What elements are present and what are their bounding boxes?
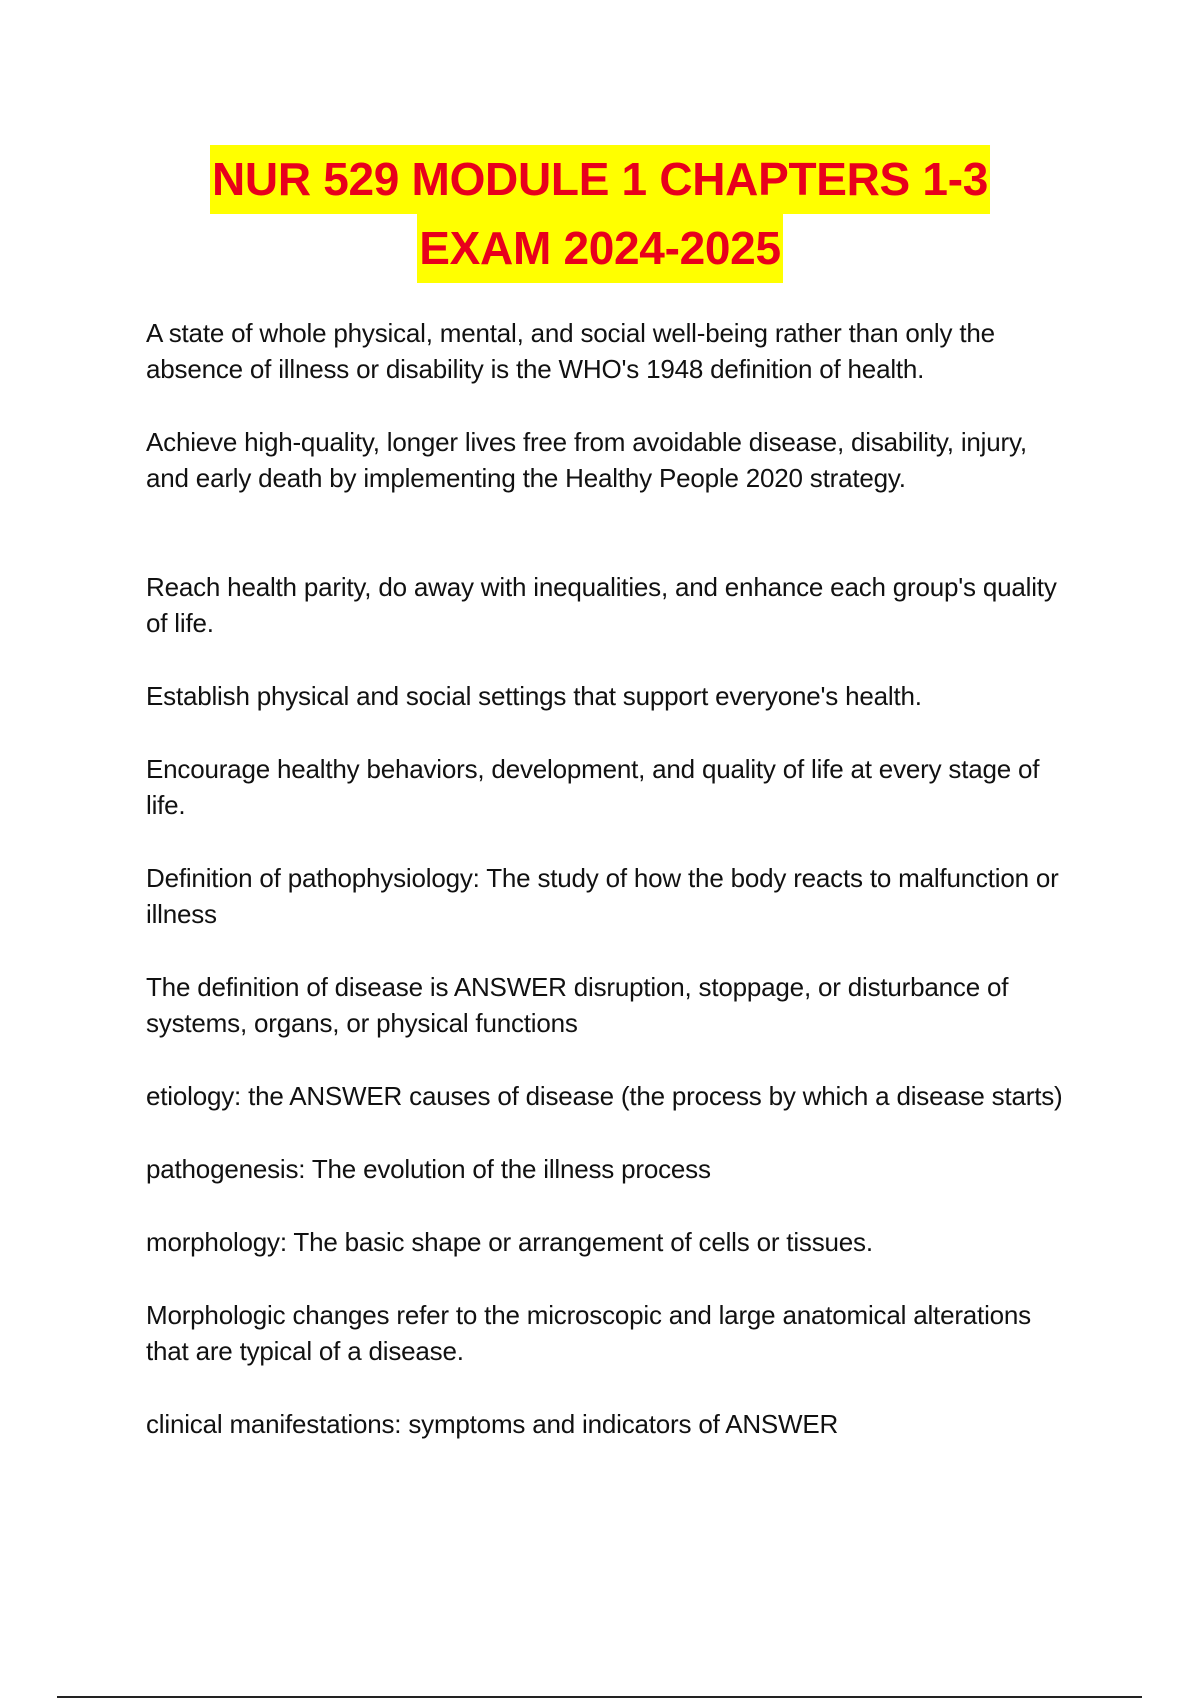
paragraph-disease: The definition of disease is ANSWER disruption, stoppage, or disturbance of systems, organs, or physical functions	[146, 972, 1009, 1038]
paragraph-healthy-behaviors: Encourage healthy behaviors, development, and quality of life at every stage of life.	[146, 754, 1040, 820]
paragraph-health-definition: A state of whole physical, mental, and social well-being rather than only the absence of illness or disability is the WHO's 1948 definition of health.	[146, 318, 995, 384]
title-line-2: EXAM 2024-2025	[417, 214, 782, 283]
document-body	[146, 315, 1076, 1479]
paragraph-healthy-people-goal: Achieve high-quality, longer lives free from avoidable disease, disability, injury, and early death by implementing the Healthy People 2020 strategy.	[146, 427, 1027, 493]
paragraph-health-parity: Reach health parity, do away with inequalities, and enhance each group's quality of life.	[146, 572, 1057, 638]
footer-divider	[57, 1696, 1142, 1698]
paragraph-pathophysiology: Definition of pathophysiology: The study of how the body reacts to malfunction or illness	[146, 863, 1059, 929]
paragraph-pathogenesis: pathogenesis: The evolution of the illness process	[146, 1154, 711, 1184]
paragraph-clinical-manifestations: clinical manifestations: symptoms and indicators of ANSWER	[146, 1409, 839, 1439]
paragraph-settings: Establish physical and social settings that support everyone's health.	[146, 681, 922, 711]
paragraph-morphologic-changes: Morphologic changes refer to the microscopic and large anatomical alterations that are typical of a disease.	[146, 1300, 1031, 1366]
title-line-1: NUR 529 MODULE 1 CHAPTERS 1-3	[210, 145, 990, 214]
paragraph-etiology: etiology: the ANSWER causes of disease (the process by which a disease starts)	[146, 1081, 1063, 1111]
document-title	[0, 145, 1200, 283]
paragraph-morphology: morphology: The basic shape or arrangement of cells or tissues.	[146, 1227, 873, 1257]
